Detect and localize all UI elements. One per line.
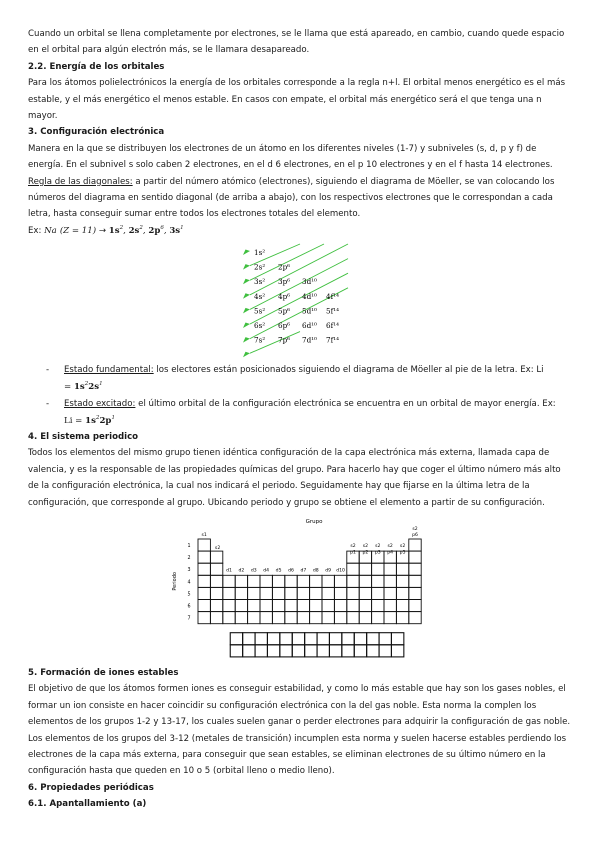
ground-state-example: = $1s^22s^1$ [64,380,103,392]
table-cell [260,612,272,624]
section-4-body: Todos los elementos del mismo grupo tienen idéntica configuración de la capa electrónica más externa, llamada capa de valencia, y es la responsable de las propiedades químicas del grupo. Para hacerlo hay que coger el último número más alto de la configuración electrónica, la cual nos indicará el periodo. Seguidamente hay que fijarse en la última letra de la configuración, que corresponde al grupo. Ubicando periodo y grupo se obtiene el elemento a partir de su configuración. [28,448,561,508]
table-label: d5 [275,568,282,574]
table-cell [285,599,297,611]
arrow-head [243,323,250,329]
orbital-label: 2s² [254,262,266,272]
page-content [28,26,573,813]
table-label: s2 [412,526,418,532]
table-cell [272,587,284,599]
table-cell [248,612,260,624]
f-block-cell [230,633,242,645]
section-2-2-body: Para los átomos polielectrónicos la energía de los orbitales corresponde a la regla n+l. El orbital menos energético es el más estable, y el más energético el menos estable. En casos con empate, el orbital más energético será el que tenga una n mayor. [28,78,566,122]
orbital-label: 7s² [254,335,266,345]
table-label: 4 [187,580,191,586]
table-cell [359,587,371,599]
table-cell [272,575,284,587]
table-label: 7 [187,616,191,622]
table-cell [297,612,309,624]
table-label: d1 [226,568,232,574]
f-block-cell [292,633,304,645]
ground-state-item [28,362,573,395]
f-block-cell [367,633,379,645]
diagonal-rule-term: Regla de las diagonales: [28,176,133,187]
f-block-cell [280,633,292,645]
table-label: d4 [263,568,270,574]
table-label: 6 [187,604,191,610]
f-block-cell [379,645,391,657]
diagonal-rule-body: a partir del número atómico (electrones), siguiendo el diagrama de Möeller, se van colocando los números del diagrama en sentido diagonal (de arriba a abajo), con los respectivos electrones que le correspondan a cada letra, hasta conseguir sumar entre todos los electrones totales del elemento. [28,176,555,220]
f-block-cell [243,633,255,645]
table-cell [285,587,297,599]
section-5-body: El objetivo de que los átomos formen iones es conseguir estabilidad, y como lo más estable que hay son los gases nobles, el formar un ion consiste en hacer coincidir su configuración electrónica con la del gas noble. Esta norma la complen los elementos de los grupos 1-2 y 13-17, los cuales suelen ganar o perder electrones para adquirir la configuración de gas noble. Los elementos de los grupos del 3-12 (metales de transición) incumplen esta norma y suelen hacerse estables perdiendo los electrones de la capa más externa, para conseguir que sean estables, se eliminan electrones de su último número en la configuración hasta que queden en 10 o 5 (orbital lleno o medio lleno). [28,684,571,777]
orbital-label: 6d¹⁰ [302,321,317,331]
table-cell [223,587,235,599]
table-cell [260,587,272,599]
table-cell [347,612,359,624]
table-cell [198,563,210,575]
table-cell [310,612,322,624]
sodium-example [28,223,573,239]
table-cell [396,599,408,611]
table-cell [297,587,309,599]
table-cell [347,587,359,599]
table-cell [235,575,247,587]
table-cell [198,539,210,551]
f-block-cell [280,645,292,657]
table-cell [210,599,222,611]
table-cell [322,599,334,611]
table-label: p5 [399,550,406,556]
table-cell [198,612,210,624]
orbital-label: 4s² [254,292,266,302]
section-heading-3: 3. Configuración electrónica [28,127,165,138]
example-prefix: Ex: [28,225,45,236]
table-cell [210,587,222,599]
table-cell [396,587,408,599]
periodic-table-diagram [28,515,573,665]
table-label: d7 [300,568,307,574]
f-block-cell [354,633,366,645]
section-heading-4: 4. El sistema periodico [28,431,139,442]
table-cell [409,587,421,599]
table-cell [334,587,346,599]
ground-state-body: los electores están posicionados siguiendo el diagrama de Möeller al pie de la letra. Ex: Li [153,365,544,376]
orbital-label: 6p⁶ [278,321,291,331]
table-cell [285,612,297,624]
table-cell [260,575,272,587]
orbital-label: 7f¹⁴ [326,335,339,345]
period-axis-label: Periodo [172,571,178,591]
f-block-cell [230,645,242,657]
arrow-head [243,250,250,256]
table-label: 5 [187,592,191,598]
table-label: s2 [214,546,221,552]
table-cell [322,612,334,624]
table-cell [248,599,260,611]
example-arrow: → [98,225,107,236]
excited-state-term: Estado excitado: [64,399,136,410]
table-cell [223,575,235,587]
table-cell [409,612,421,624]
f-block-cell [354,645,366,657]
bullet-dash: - [46,365,50,376]
table-cell [285,575,297,587]
table-cell [334,599,346,611]
table-label: p1 [350,550,356,556]
f-block-cell [255,645,267,657]
orbital-label: 5p⁶ [278,306,291,316]
f-block-cell [267,633,279,645]
table-cell [322,575,334,587]
table-cell [396,612,408,624]
table-cell [384,587,396,599]
table-label: p2 [362,550,369,556]
f-block-cell [342,645,354,657]
table-cell [310,587,322,599]
orbital-label: 4f¹⁴ [326,292,339,302]
arrow-head [243,308,250,314]
section-heading-6: 6. Propiedades periódicas [28,782,154,793]
arrow-head [243,279,250,285]
f-block-cell [317,645,329,657]
table-cell [248,575,260,587]
table-cell [310,575,322,587]
table-cell [347,599,359,611]
table-cell [347,563,359,575]
table-cell [235,612,247,624]
table-label: 1 [187,543,191,549]
table-cell [359,563,371,575]
table-label: s2 [387,544,393,550]
table-cell [334,575,346,587]
orbital-label: 4p⁶ [278,292,291,302]
orbital-label: 4d¹⁰ [302,292,317,302]
table-label: d10 [336,568,345,574]
orbital-label: 5d¹⁰ [302,306,317,316]
table-cell [384,575,396,587]
table-cell [198,587,210,599]
table-cell [384,612,396,624]
f-block-cell [329,633,341,645]
table-cell [272,599,284,611]
bullet-dash: - [46,399,50,410]
f-block-cell [292,645,304,657]
section-heading-6-1: 6.1. Apantallamiento (a) [28,799,147,810]
table-cell [372,612,384,624]
table-label: 3 [187,568,191,574]
table-label: p6 [412,532,418,538]
table-cell [322,587,334,599]
table-cell [297,599,309,611]
table-cell [223,599,235,611]
orbital-label: 3d¹⁰ [302,277,317,287]
table-label: p3 [374,550,381,556]
table-cell [372,599,384,611]
table-label: d9 [325,568,332,574]
f-block-cell [379,633,391,645]
table-label: s1 [201,532,207,538]
table-cell [384,599,396,611]
table-cell [210,612,222,624]
arrow-head [243,294,250,300]
table-cell [409,599,421,611]
orbital-label: 3s² [254,277,266,287]
excited-state-body: el último orbital de la configuración electrónica se encuentra en un orbital de mayor energía. Ex: [135,399,556,410]
f-block-cell [267,645,279,657]
table-cell [310,599,322,611]
section-3-body: Manera en la que se distribuyen los electrones de un átomo en los diferentes niveles (1-7) y subniveles (s, d, p y f) de energía. En el subnivel s solo caben 2 electrones, en el d 6 electrones, en el p 10 electrones y en el f hasta 14 electrones. [28,143,553,171]
table-cell [248,587,260,599]
table-cell [223,612,235,624]
orbital-label: 7d¹⁰ [302,335,317,345]
table-cell [272,612,284,624]
table-cell [396,575,408,587]
table-label: d6 [288,568,294,574]
table-cell [198,599,210,611]
table-cell [210,575,222,587]
table-cell [372,587,384,599]
table-label: 2 [187,556,191,562]
table-cell [372,563,384,575]
f-block-cell [391,633,403,645]
table-cell [260,599,272,611]
table-label: p4 [387,550,394,556]
f-block-cell [243,645,255,657]
example-element: Na [44,225,57,236]
table-cell [198,551,210,563]
group-axis-label: Grupo [305,518,323,525]
orbital-label: 6s² [254,321,266,331]
example-config: $1s^2$, $2s^2$, $2p^6$, $3s^1$ [108,224,184,236]
table-cell [396,563,408,575]
table-label: s2 [350,544,356,550]
orbital-label: 3p⁶ [278,277,291,287]
table-label: d8 [312,568,319,574]
arrow-head [243,352,250,358]
diagonal-rule-paragraph [28,174,573,223]
table-cell [359,612,371,624]
table-cell [235,599,247,611]
orbital-label: 2p⁶ [278,262,291,272]
f-block-cell [391,645,403,657]
table-label: d2 [238,568,245,574]
orbital-label: 5f¹⁴ [326,306,339,316]
table-cell [198,575,210,587]
example-atomic-number: (Z = 11) [59,225,97,236]
f-block-cell [305,645,317,657]
table-cell [409,575,421,587]
table-cell [384,563,396,575]
section-heading-2-2: 2.2. Energía de los orbitales [28,61,165,72]
table-cell [409,551,421,563]
table-label: d3 [250,568,257,574]
excited-state-example: $Li = 1s^22p^1$ [64,414,115,426]
section-heading-5: 5. Formación de iones estables [28,667,179,678]
orbital-label: 1s² [254,248,266,258]
excited-state-item [28,396,573,429]
table-cell [409,539,421,551]
table-cell [359,599,371,611]
table-label: s2 [362,544,369,550]
f-block-cell [305,633,317,645]
table-cell [210,563,222,575]
orbital-label: 5s² [254,306,266,316]
table-cell [297,575,309,587]
moeller-diagram [28,241,573,359]
table-cell [372,575,384,587]
periodic-table-labels [187,526,418,622]
table-label: s2 [375,544,381,550]
arrow-head [243,337,250,343]
table-label: s2 [399,544,406,550]
orbital-label: 6f¹⁴ [326,321,339,331]
f-block-cell [255,633,267,645]
periodic-table-grid [198,539,421,657]
f-block-cell [367,645,379,657]
table-cell [235,587,247,599]
orbital-label: 7p⁶ [278,335,291,345]
f-block-cell [317,633,329,645]
table-cell [347,575,359,587]
table-cell [359,575,371,587]
f-block-cell [342,633,354,645]
table-cell [210,551,222,563]
arrow-head [243,264,250,270]
ground-state-term: Estado fundamental: [64,365,154,376]
table-cell [334,612,346,624]
intro-paragraph: Cuando un orbital se llena completamente por electrones, se le llama que está apareado, en cambio, cuando quede espacio en el orbital para algún electrón más, se le llamara desapareado. [28,29,565,56]
table-cell [409,563,421,575]
f-block-cell [329,645,341,657]
